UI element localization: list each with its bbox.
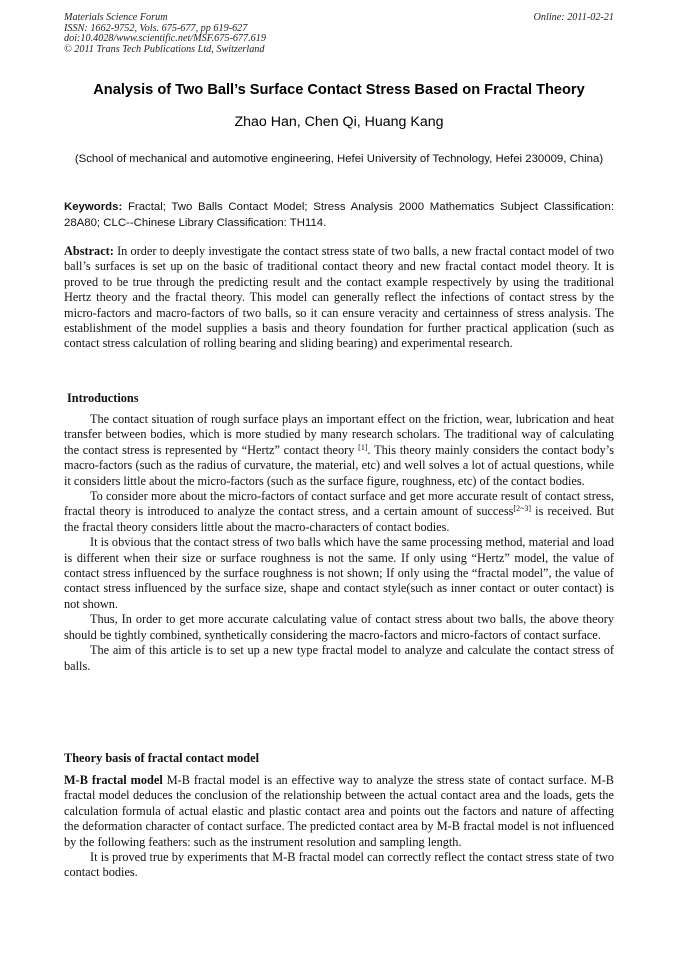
intro-p1-text-b: . This theory mainly considers the contact body’s macro-factors (such as the radius of curvature, the material, etc) and well solves a lot of actual questions, while it considers little about the micro-factors (such as the surface figure, roughness, etc) of the contact bodies. — [64, 442, 614, 488]
issn-line: ISSN: 1662-9752, Vols. 675-677, pp 619-627 — [64, 22, 248, 34]
keywords-text: Fractal; Two Balls Contact Model; Stress Analysis 2000 Mathematics Subject Classification: 28A80; CLC--Chinese Library Classification: TH114. — [64, 201, 614, 229]
paper-title: Analysis of Two Ball’s Surface Contact Stress Based on Fractal Theory — [93, 82, 585, 98]
publication-header — [64, 13, 614, 55]
intro-paragraph — [64, 412, 614, 489]
theory-p1-text: M-B fractal model is an effective way to analyze the stress state of contact surface. M-B fractal model deduces the conclusion of the relationship between the actual contact area and the loads, gets the calculation formula of actual elastic and plastic contact area and points out the factors and nature of affecting the deformation character of contact surface. The predicted contact area by M-B fractal model is not influenced by the following feathers: such as the instrument resolution and sampling length. — [64, 773, 615, 849]
intro-paragraph: Thus, In order to get more accurate calculating value of contact stress about two balls, the above theory should be tightly combined, synthetically considering the macro-factors and micro-factors of contact surface. — [64, 612, 614, 642]
intro-p2-text-b: is received. But the fractal theory considers little about the macro-characters of contact bodies. — [64, 504, 614, 534]
journal-name: Materials Science Forum — [64, 12, 168, 23]
affiliation: (School of mechanical and automotive engineering, Hefei University of Technology, Hefei 230009, China) — [74, 153, 604, 165]
intro-p1-text-a: The contact situation of rough surface plays an important effect on the friction, wear, lubrication and heat transfer between bodies, which is more studied by many research scholars. The traditional way of calculating the contact stress is represented by “Hertz” contact theory — [64, 412, 614, 457]
intro-p2-text-a: To consider more about the micro-factors of contact surface and get more accurate result of contact stress, fractal theory is introduced to analyze the contact stress, and a certain amount of success — [64, 489, 614, 519]
theory-heading: Theory basis of fractal contact model — [64, 751, 260, 765]
abstract-block — [64, 244, 614, 352]
citation-ref: [1] — [358, 442, 368, 452]
author-list: Zhao Han, Chen Qi, Huang Kang — [234, 114, 444, 130]
introductions-heading: Introductions — [67, 391, 139, 405]
theory-paragraph: It is proved true by experiments that M-B fractal model can correctly reflect the contact stress state of two contact bodies. — [64, 850, 614, 880]
intro-paragraph — [64, 489, 614, 535]
intro-paragraph: It is obvious that the contact stress of two balls which have the same processing method, material and load is different when their size or surface roughness is not the same. If only using “Hertz” model, the value of contact stress influenced by the surface roughness is not shown; If only using the “fractal model”, the value of contact stress influenced by the surface size, shape and contact style(such as inner contact or outer contact) is not shown. — [64, 535, 614, 611]
mb-model-label: M-B fractal model — [64, 773, 163, 787]
abstract-label: Abstract: — [64, 244, 114, 258]
copyright-line: © 2011 Trans Tech Publications Ltd, Switzerland — [64, 43, 265, 55]
doi-line: doi:10.4028/www.scientific.net/MSF.675-677.619 — [64, 33, 266, 44]
introductions-body — [64, 412, 614, 674]
intro-paragraph: The aim of this article is to set up a new type fractal model to analyze and calculate the contact stress of balls. — [64, 643, 614, 673]
abstract-text: In order to deeply investigate the contact stress state of two balls, a new fractal contact model of two ball’s surfaces is set up on the basic of traditional contact theory and new fractal contact model theory. It is proved to be true through the predicting result and the contact example respectively by using the traditional Hertz theory and the fractal theory. This model can generally reflect the infections of contact stress by the micro-factors and macro-factors of two balls, so it can ensure veracity and certainness of stress analysis. The establishment of the model supplies a basis and theory foundation for further practical application (such as contact stress calculation of rolling bearing and sliding bearing) and experimental research. — [64, 244, 614, 351]
theory-paragraph — [64, 773, 614, 850]
citation-ref: [2~3] — [513, 504, 532, 514]
keywords-label: Keywords: — [64, 201, 123, 213]
online-date: Online: 2011-02-21 — [533, 12, 614, 23]
keywords-block — [64, 199, 614, 231]
theory-body — [64, 773, 614, 881]
